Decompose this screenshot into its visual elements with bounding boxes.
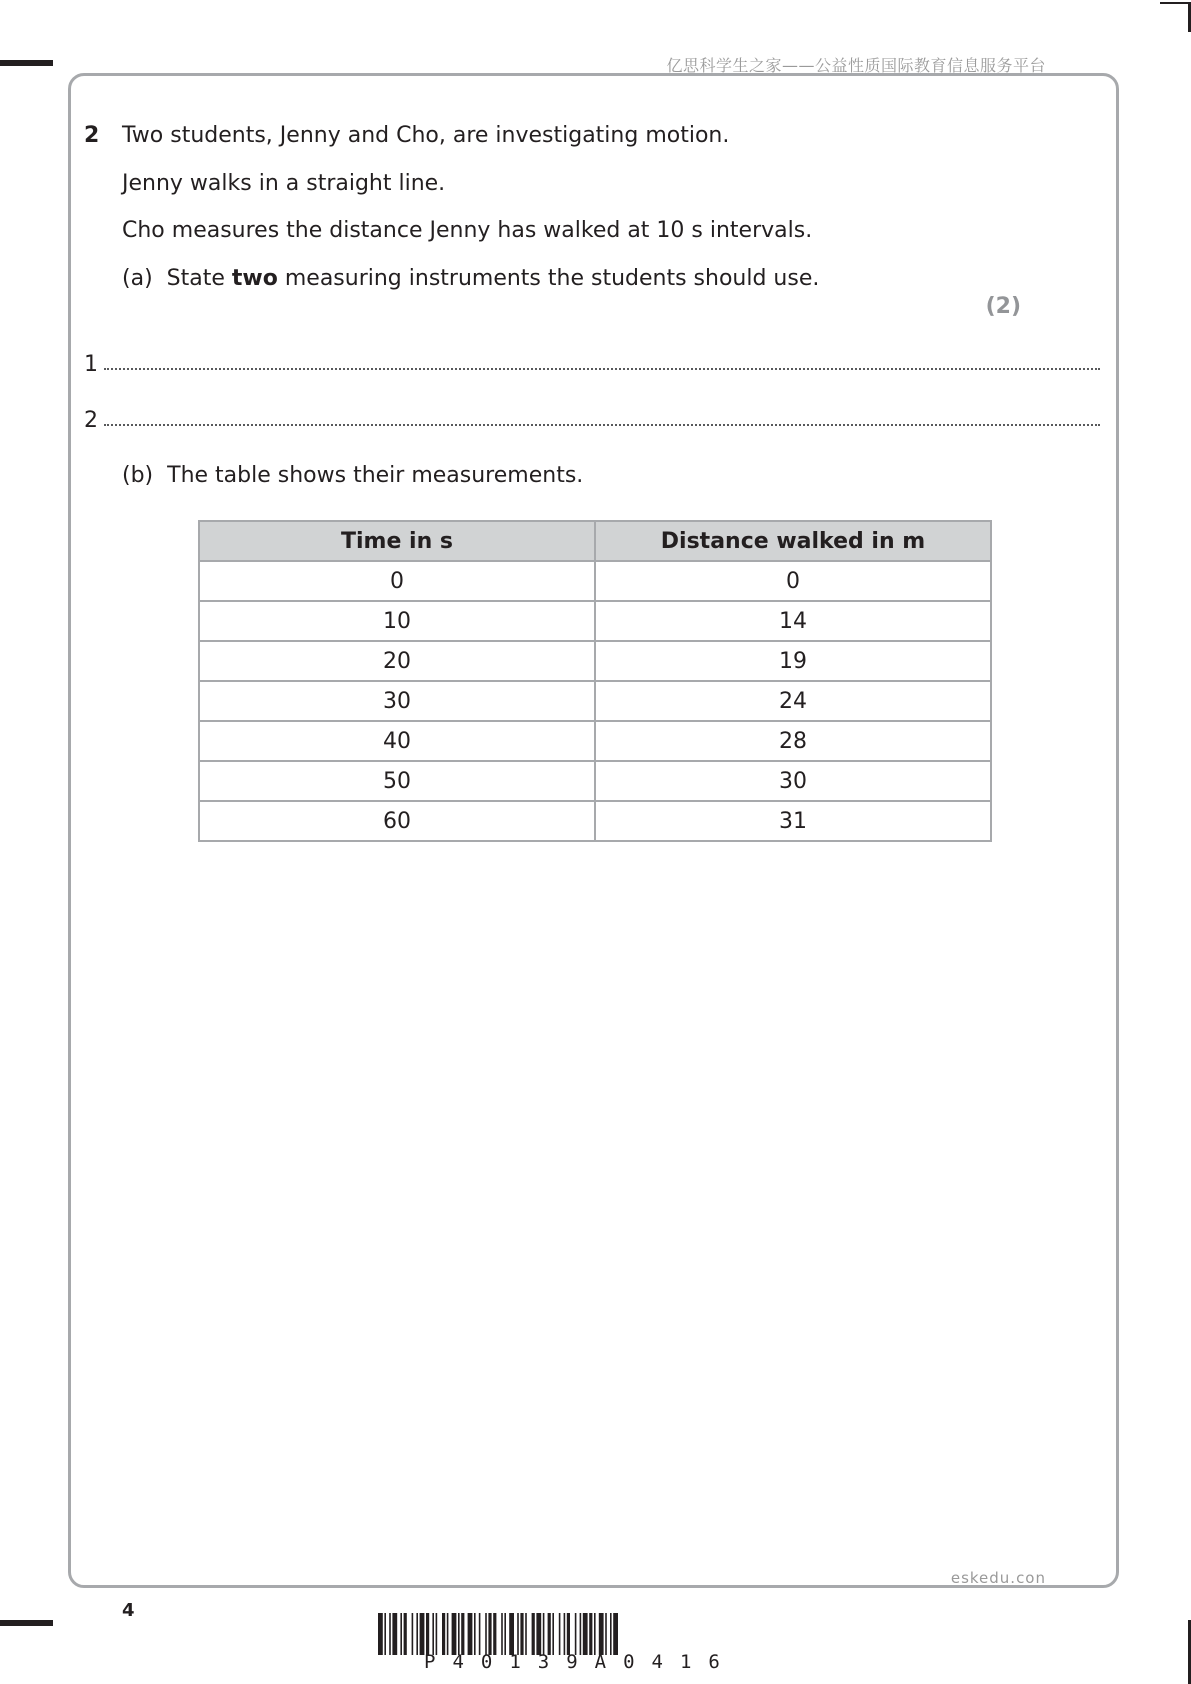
barcode-bar <box>599 1613 604 1655</box>
corner-mark-horizontal <box>1160 2 1191 4</box>
barcode-bar <box>452 1613 457 1655</box>
barcode-bar <box>447 1613 449 1655</box>
barcode-bar <box>432 1613 434 1655</box>
table-row <box>199 801 991 841</box>
barcode-bar <box>461 1613 464 1655</box>
barcode-bar <box>525 1613 527 1655</box>
barcode-bar <box>384 1613 386 1655</box>
table-header-cell: Time in s <box>199 521 595 561</box>
part-a-label: (a) <box>122 266 153 291</box>
table-cell: 24 <box>595 681 991 721</box>
table-cell: 40 <box>199 721 595 761</box>
question-line-3: Cho measures the distance Jenny has walked at 10 s intervals. <box>122 218 813 243</box>
table-cell: 0 <box>595 561 991 601</box>
header-watermark: 亿思科学生之家——公益性质国际教育信息服务平台 <box>666 56 1046 75</box>
barcode-bar <box>412 1613 414 1655</box>
barcode-bar <box>564 1613 566 1655</box>
barcode-bar <box>552 1613 554 1655</box>
barcode-bar <box>548 1613 551 1655</box>
table-cell: 0 <box>199 561 595 601</box>
part-a-text-bold: two <box>231 266 278 291</box>
barcode-bar <box>517 1613 519 1655</box>
table-cell: 50 <box>199 761 595 801</box>
margin-mark-top <box>0 60 53 66</box>
barcode-bar <box>536 1613 541 1655</box>
barcode-bar <box>479 1613 481 1655</box>
part-b-text: The table shows their measurements. <box>167 463 584 488</box>
table-row <box>199 601 991 641</box>
table-header-row <box>199 521 991 561</box>
barcode-bar <box>404 1613 407 1655</box>
barcode-bar <box>392 1613 397 1655</box>
question-number: 2 <box>84 123 100 148</box>
barcode-bar <box>485 1613 487 1655</box>
barcode-bar <box>442 1613 445 1655</box>
barcode-bar <box>504 1613 506 1655</box>
table-cell: 20 <box>199 641 595 681</box>
barcode-bar <box>436 1613 438 1655</box>
table-row <box>199 641 991 681</box>
answer-line[interactable] <box>104 424 1100 426</box>
part-a-prompt <box>122 266 819 291</box>
barcode-bar <box>468 1613 473 1655</box>
part-a-text-before: State <box>166 266 232 291</box>
footer-watermark: eskedu.con <box>950 1569 1046 1587</box>
barcode-bar <box>580 1613 582 1655</box>
barcode-bar <box>589 1613 592 1655</box>
barcode-bar <box>543 1613 545 1655</box>
table-cell: 60 <box>199 801 595 841</box>
barcode-bar <box>416 1613 418 1655</box>
measurements-table <box>198 520 992 842</box>
barcode-bar <box>458 1613 460 1655</box>
table-row <box>199 761 991 801</box>
barcode-bar <box>567 1613 570 1655</box>
margin-mark-bottom <box>0 1620 53 1626</box>
barcode-bar <box>559 1613 561 1655</box>
barcode-text: P40139A0416 <box>424 1651 737 1673</box>
barcode-bar <box>378 1613 383 1655</box>
barcode-bar <box>613 1613 618 1655</box>
table-cell: 19 <box>595 641 991 681</box>
question-line-2: Jenny walks in a straight line. <box>122 171 446 196</box>
part-a-marks: (2) <box>985 294 1021 319</box>
barcode-bar <box>509 1613 514 1655</box>
barcode-bar <box>389 1613 391 1655</box>
barcode-bar <box>400 1613 402 1655</box>
table-cell: 30 <box>595 761 991 801</box>
barcode-bar <box>501 1613 503 1655</box>
table-cell: 28 <box>595 721 991 761</box>
barcode-bar <box>575 1613 577 1655</box>
table-row <box>199 721 991 761</box>
barcode-bar <box>493 1613 496 1655</box>
barcode-bar <box>610 1613 612 1655</box>
barcode <box>378 1613 810 1655</box>
barcode-bar <box>532 1613 535 1655</box>
table-header-cell: Distance walked in m <box>595 521 991 561</box>
barcode-bar <box>426 1613 429 1655</box>
table-cell: 31 <box>595 801 991 841</box>
answer-line-number: 1 <box>84 352 98 377</box>
part-a-text-after: measuring instruments the students should use. <box>277 266 820 291</box>
barcode-bar <box>594 1613 596 1655</box>
barcode-bar <box>420 1613 425 1655</box>
answer-line-number: 2 <box>84 408 98 433</box>
page-number: 4 <box>122 1600 135 1621</box>
part-b-label: (b) <box>122 463 154 488</box>
question-intro: Two students, Jenny and Cho, are investigating motion. <box>122 123 730 148</box>
table-row <box>199 681 991 721</box>
table-cell: 10 <box>199 601 595 641</box>
part-b-prompt <box>122 463 583 488</box>
table-row <box>199 561 991 601</box>
barcode-bar <box>474 1613 476 1655</box>
barcode-bar <box>520 1613 523 1655</box>
barcode-bar <box>488 1613 491 1655</box>
table-cell: 30 <box>199 681 595 721</box>
barcode-bar <box>583 1613 588 1655</box>
table-cell: 14 <box>595 601 991 641</box>
barcode-bar <box>605 1613 607 1655</box>
answer-line[interactable] <box>104 368 1100 370</box>
